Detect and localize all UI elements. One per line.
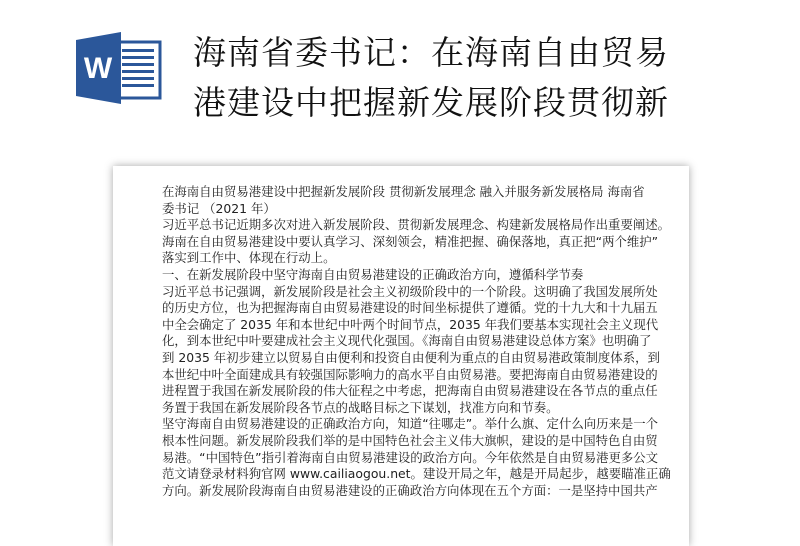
word-document-icon <box>76 32 164 104</box>
document-line: 海南在自由贸易港建设中要认真学习、深刻领会，精准把握、确保落地，真正把“两个维护” <box>162 233 659 249</box>
title-line: 海南省委书记：在海南自由贸易 <box>193 33 669 72</box>
document-line: 坚守海南自由贸易港建设的正确政治方向，知道“往哪走”。举什么旗、定什么向历来是一个 <box>162 416 659 432</box>
document-line: 到 2035 年初步建立以贸易自由便利和投资自由便利为重点的自由贸易港政策制度体系，到 <box>162 349 660 365</box>
document-line: 根本性问题。新发展阶段我们举的是中国特色社会主义伟大旗帜，建设的是中国特色自由贸 <box>162 432 658 448</box>
document-line: 易港。“中国特色”指引着海南自由贸易港建设的政治方向。今年依然是自由贸易港更多公文 <box>162 449 659 465</box>
document-line: 方向。新发展阶段海南自由贸易港建设的正确政治方向体现在五个方面：一是坚持中国共产 <box>162 482 658 498</box>
document-line: 习近平总书记近期多次对进入新发展阶段、贯彻新发展理念、构建新发展格局作出重要阐述。 <box>162 217 671 233</box>
document-line: 本世纪中叶全面建成具有较强国际影响力的高水平自由贸易港。要把海南自由贸易港建设的 <box>162 366 658 382</box>
document-line: 中全会确定了 2035 年和本世纪中叶两个时间节点，2035 年我们要基本实现社会主义现代 <box>162 316 659 332</box>
page-title <box>193 28 793 128</box>
document-line: 务置于我国在新发展阶段各节点的战略目标之下谋划，找准方向和节奏。 <box>162 399 559 415</box>
document-line: 进程置于我国在新发展阶段的伟大征程之中考虑，把海南自由贸易港建设在各节点的重点任 <box>162 383 658 399</box>
title-line: 港建设中把握新发展阶段贯彻新 <box>193 83 669 122</box>
document-body <box>162 184 682 499</box>
document-line: 落实到工作中、体现在行动上。 <box>162 250 336 266</box>
document-line: 范文请登录材料狗官网 www.cailiaogou.net。建设开局之年，越是开局起步，越要瞄准正确 <box>162 466 671 482</box>
svg-text:W: W <box>83 52 113 85</box>
document-line: 一、在新发展阶段中坚守海南自由贸易港建设的正确政治方向，遵循科学节奏 <box>162 266 584 282</box>
document-line: 委书记 （2021 年） <box>162 200 276 216</box>
document-line: 化，到本世纪中叶要建成社会主义现代化强国。《海南自由贸易港建设总体方案》也明确了 <box>162 333 652 349</box>
document-line: 习近平总书记强调，新发展阶段是社会主义初级阶段中的一个阶段。这明确了我国发展所处 <box>162 283 658 299</box>
document-page <box>113 166 689 546</box>
document-line: 在海南自由贸易港建设中把握新发展阶段 贯彻新发展理念 融入并服务新发展格局 海南省 <box>162 184 645 199</box>
document-line: 的历史方位，也为把握海南自由贸易港建设的时间坐标提供了遵循。党的十九大和十九届五 <box>162 300 658 316</box>
